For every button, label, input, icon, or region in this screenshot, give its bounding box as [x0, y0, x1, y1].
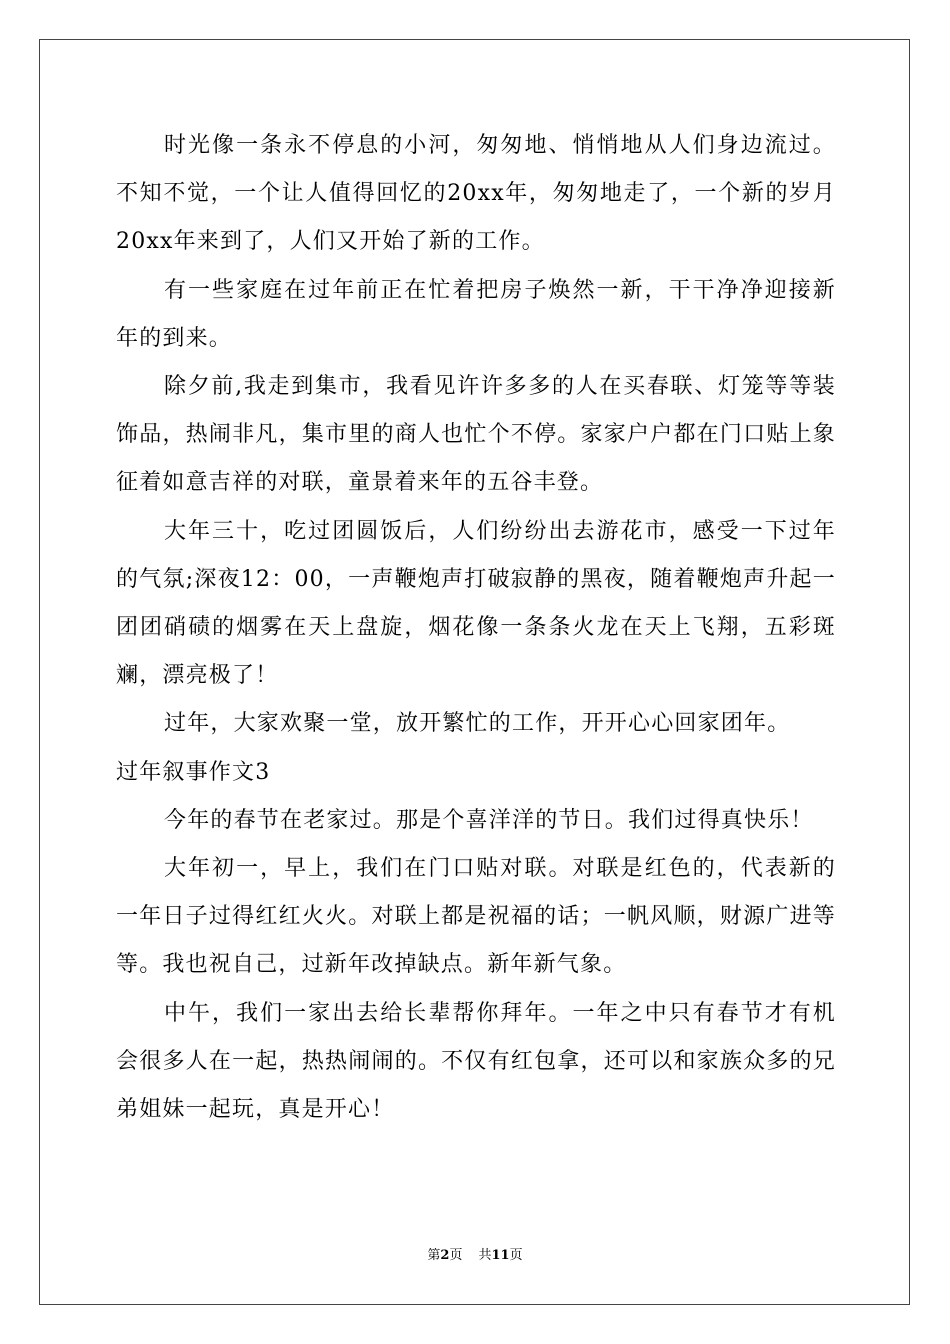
total-suffix: 页	[509, 1248, 523, 1263]
total-prefix: 共	[478, 1248, 492, 1263]
paragraph: 有一些家庭在过年前正在忙着把房子焕然一新，干干净净迎接新年的到来。	[116, 277, 836, 351]
document-body	[116, 122, 836, 1134]
page-prefix: 第	[427, 1248, 441, 1263]
paragraph: 中午，我们一家出去给长辈帮你拜年。一年之中只有春节才有机会很多人在一起，热热闹闹的。不仅有红包拿，还可以和家族众多的兄弟姐妹一起玩，真是开心！	[116, 1000, 836, 1123]
paragraph: 大年初一，早上，我们在门口贴对联。对联是红色的，代表新的一年日子过得红红火火。对联上都是祝福的话；一帆风顺，财源广进等等。我也祝自己，过新年改掉缺点。新年新气象。	[116, 856, 836, 978]
paragraph: 大年三十，吃过团圆饭后，人们纷纷出去游花市，感受一下过年的气氛;深夜12：00，一声鞭炮声打破寂静的黑夜，随着鞭炮声升起一团团硝碛的烟雾在天上盘旋，烟花像一条条火龙在天上飞翔，五彩斑斓，漂亮极了！	[116, 518, 836, 689]
page-footer	[0, 1248, 950, 1264]
page-total: 11	[491, 1248, 510, 1263]
paragraph: 除夕前,我走到集市，我看见许许多多的人在买春联、灯笼等等装饰品，热闹非凡，集市里的商人也忙个不停。家家户户都在门口贴上象征着如意吉祥的对联，童景着来年的五谷丰登。	[116, 374, 836, 496]
paragraph: 今年的春节在老家过。那是个喜洋洋的节日。我们过得真快乐！	[164, 807, 814, 833]
paragraph: 过年，大家欢聚一堂，放开繁忙的工作，开开心心回家团年。	[164, 711, 791, 737]
section-heading: 过年叙事作文3	[116, 759, 271, 785]
page-current: 2	[440, 1248, 450, 1263]
page-suffix: 页	[449, 1248, 463, 1263]
paragraph: 时光像一条永不停息的小河，匆匆地、悄悄地从人们身边流过。不知不觉，一个让人值得回忆的20xx年，匆匆地走了，一个新的岁月20xx年来到了，人们又开始了新的工作。	[116, 133, 836, 255]
